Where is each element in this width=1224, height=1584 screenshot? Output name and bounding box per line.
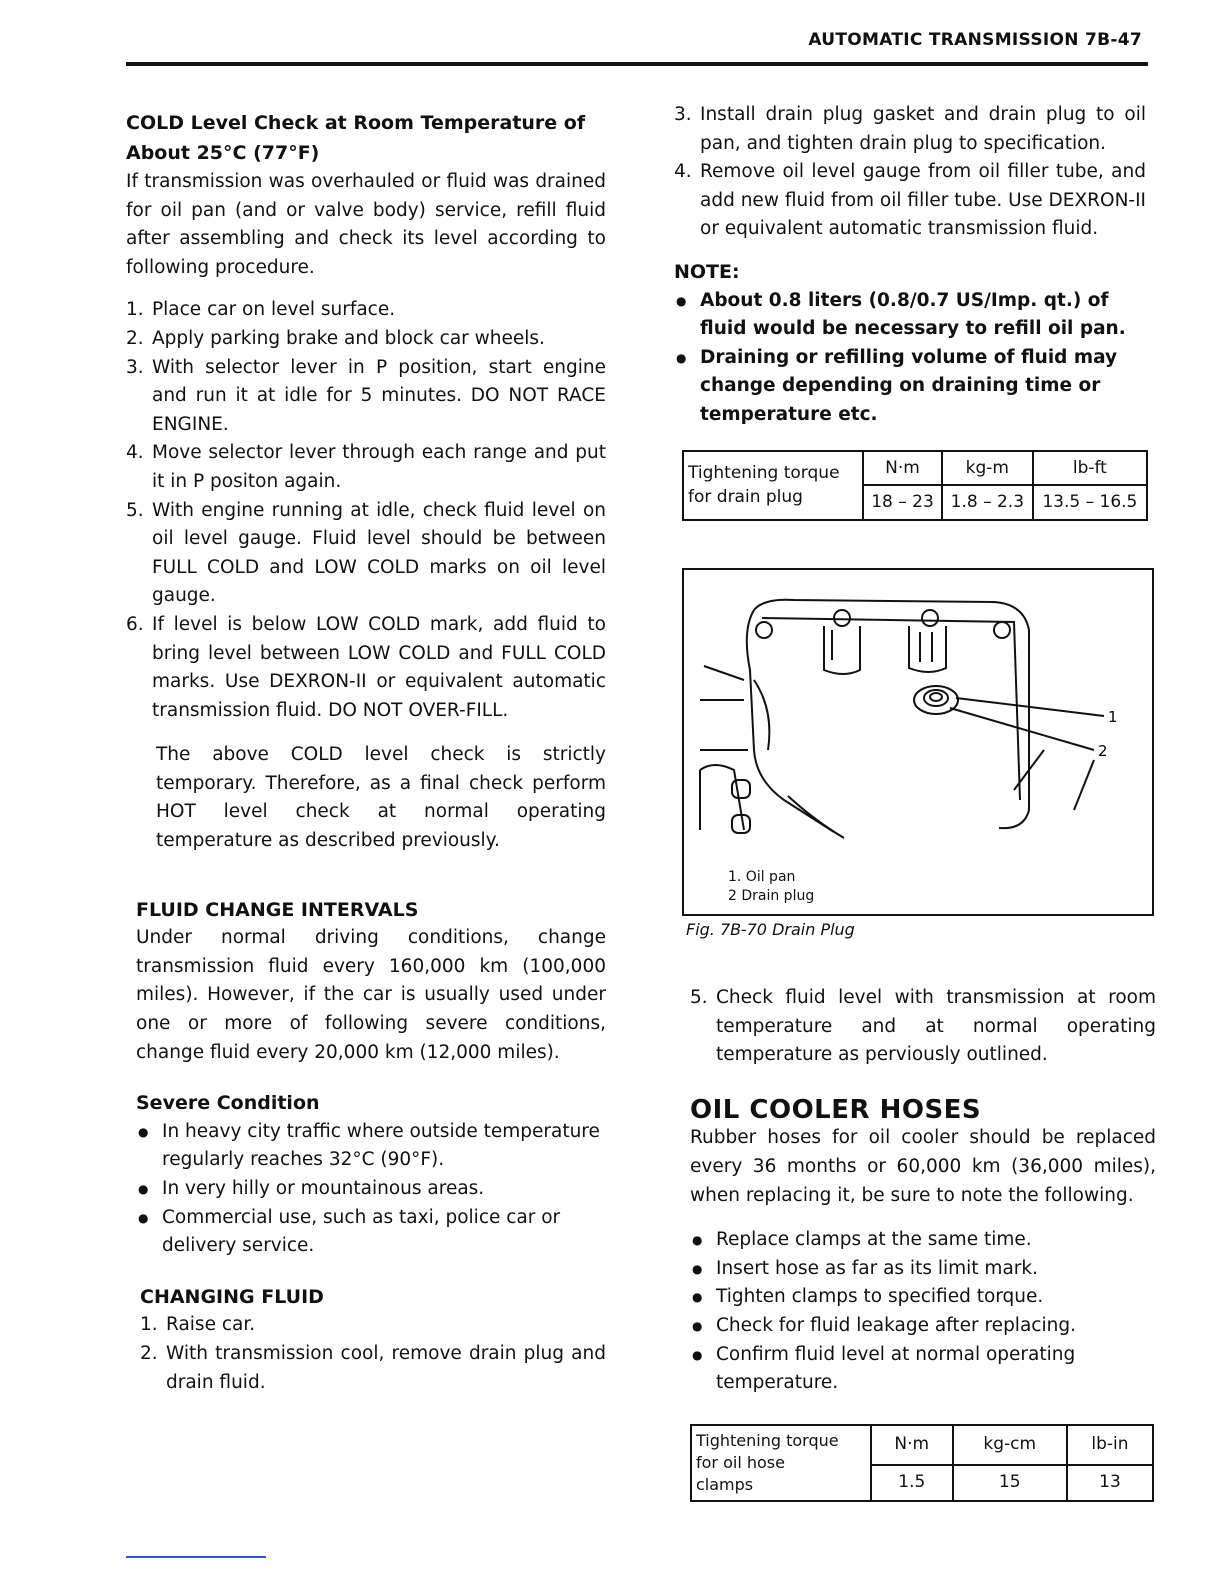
page-header xyxy=(808,30,1142,50)
list-item: ● In very hilly or mountainous areas. xyxy=(136,1175,606,1204)
list-item: 4. Remove oil level gauge from oil filler tube, and add new fluid from oil filler tube. Use DEXRON-II or equivalent automatic transmission fluid. xyxy=(674,161,1146,240)
drain-plug-torque-table xyxy=(682,450,1148,521)
callout-label-1: 1 xyxy=(1108,708,1118,726)
list-item: 1. Place car on level surface. xyxy=(126,299,396,321)
oil-cooler-text: Rubber hoses for oil cooler should be replaced every 36 months or 60,000 km (36,000 miles), when replacing it, be sure to note the following. xyxy=(690,1127,1156,1206)
right-lower-column xyxy=(690,984,1156,1502)
table-header: N·m xyxy=(863,451,942,486)
table-cell: 13.5 – 16.5 xyxy=(1033,485,1147,520)
list-item: ● Insert hose as far as its limit mark. xyxy=(690,1255,1156,1284)
oil-pan-outline xyxy=(754,600,1029,828)
list-item: 3. With selector lever in P position, start engine and run it at idle for 5 minutes. DO NOT RACE ENGINE. xyxy=(126,356,606,435)
header-rule xyxy=(126,62,1148,66)
list-item: 2. Apply parking brake and block car wheels. xyxy=(126,327,545,349)
table-header: kg-m xyxy=(942,451,1033,486)
fluid-change-text: Under normal driving conditions, change transmission fluid every 160,000 km (100,000 miles). However, if the car is usually used under one or more of following severe conditions, change fluid every 20,000 km (12,000 miles). xyxy=(136,927,606,1063)
torque-label: Tightening torque for drain plug xyxy=(683,451,863,520)
cold-check-closing: The above COLD level check is strictly temporary. Therefore, as a final check perform HOT level check at normal operating temperature as described previously. xyxy=(156,744,606,852)
list-item: ● About 0.8 liters (0.8/0.7 US/Imp. qt.) of fluid would be necessary to refill oil pan. xyxy=(674,287,1146,344)
table-header: kg-cm xyxy=(953,1425,1067,1465)
list-item: 3. Install drain plug gasket and drain plug to oil pan, and tighten drain plug to specification. xyxy=(674,104,1146,154)
oil-hose-torque-table xyxy=(690,1424,1154,1502)
list-item: ● Commercial use, such as taxi, police car or delivery service. xyxy=(136,1204,606,1261)
footer-rule xyxy=(126,1556,266,1558)
table-cell: 1.8 – 2.3 xyxy=(942,485,1033,520)
changing-fluid-steps-right xyxy=(674,101,1146,244)
fluid-change-title: FLUID CHANGE INTERVALS xyxy=(136,898,419,921)
list-item: ● In heavy city traffic where outside temperature regularly reaches 32°C (90°F). xyxy=(136,1118,606,1175)
severe-condition-title: Severe Condition xyxy=(136,1092,320,1115)
table-cell: 15 xyxy=(953,1465,1067,1501)
table-header: N·m xyxy=(871,1425,953,1465)
oil-cooler-title: OIL COOLER HOSES xyxy=(690,1094,982,1125)
note-label: NOTE: xyxy=(674,260,740,283)
severe-condition-list xyxy=(126,1118,606,1261)
list-item: 2. With transmission cool, remove drain plug and drain fluid. xyxy=(140,1342,606,1393)
list-item: ● Confirm fluid level at normal operating temperature. xyxy=(690,1341,1156,1398)
list-item: 6. If level is below LOW COLD mark, add fluid to bring level between LOW COLD and FULL COLD marks. Use DEXRON-II or equivalent automatic transmission fluid. DO NOT OVER-FILL. xyxy=(126,613,606,721)
torque-label: Tightening torque for oil hose clamps xyxy=(691,1425,871,1501)
table-header: lb-ft xyxy=(1033,451,1147,486)
cold-check-title: COLD Level Check at Room Temperature of About 25°C (77°F) xyxy=(126,112,586,164)
list-item: ● Replace clamps at the same time. xyxy=(690,1226,1156,1255)
oil-cooler-list xyxy=(690,1226,1156,1398)
header-page-number: 7B-47 xyxy=(1085,30,1142,50)
table-cell: 13 xyxy=(1067,1465,1153,1501)
left-column xyxy=(126,108,606,1397)
oil-pan-illustration xyxy=(684,570,1148,870)
right-column xyxy=(674,101,1146,521)
list-item: ● Tighten clamps to specified torque. xyxy=(690,1283,1156,1312)
figure-legend xyxy=(728,868,814,906)
changing-fluid-step5: 5. Check fluid level with transmission at room temperature and at normal operating temperature as perviously outlined. xyxy=(690,987,1156,1066)
legend-item: 1. Oil pan xyxy=(728,869,796,885)
cold-check-steps xyxy=(126,296,606,725)
changing-fluid-title: CHANGING FLUID xyxy=(140,1285,324,1308)
list-item: 1. Raise car. xyxy=(140,1314,256,1336)
list-item: 4. Move selector lever through each range and put it in P positon again. xyxy=(126,442,606,492)
changing-fluid-steps-left xyxy=(126,1311,606,1397)
cold-check-intro: If transmission was overhauled or fluid was drained for oil pan (and or valve body) service, refill fluid after assembling and check its level according to following procedure. xyxy=(126,171,606,278)
drain-plug-figure xyxy=(682,568,1154,916)
table-cell: 18 – 23 xyxy=(863,485,942,520)
list-item: 5. With engine running at idle, check fluid level on oil level gauge. Fluid level should be between FULL COLD and LOW COLD marks on oil level gauge. xyxy=(126,499,606,607)
note-list xyxy=(674,287,1146,430)
table-header: lb-in xyxy=(1067,1425,1153,1465)
table-cell: 1.5 xyxy=(871,1465,953,1501)
list-item: ● Draining or refilling volume of fluid may change depending on draining time or temperature etc. xyxy=(674,344,1146,430)
figure-caption: Fig. 7B-70 Drain Plug xyxy=(686,920,855,939)
header-section-title: AUTOMATIC TRANSMISSION xyxy=(808,30,1079,50)
callout-label-2: 2 xyxy=(1098,742,1108,760)
list-item: ● Check for fluid leakage after replacing. xyxy=(690,1312,1156,1341)
legend-item: 2 Drain plug xyxy=(728,888,815,904)
callout-line-2 xyxy=(950,708,1094,750)
